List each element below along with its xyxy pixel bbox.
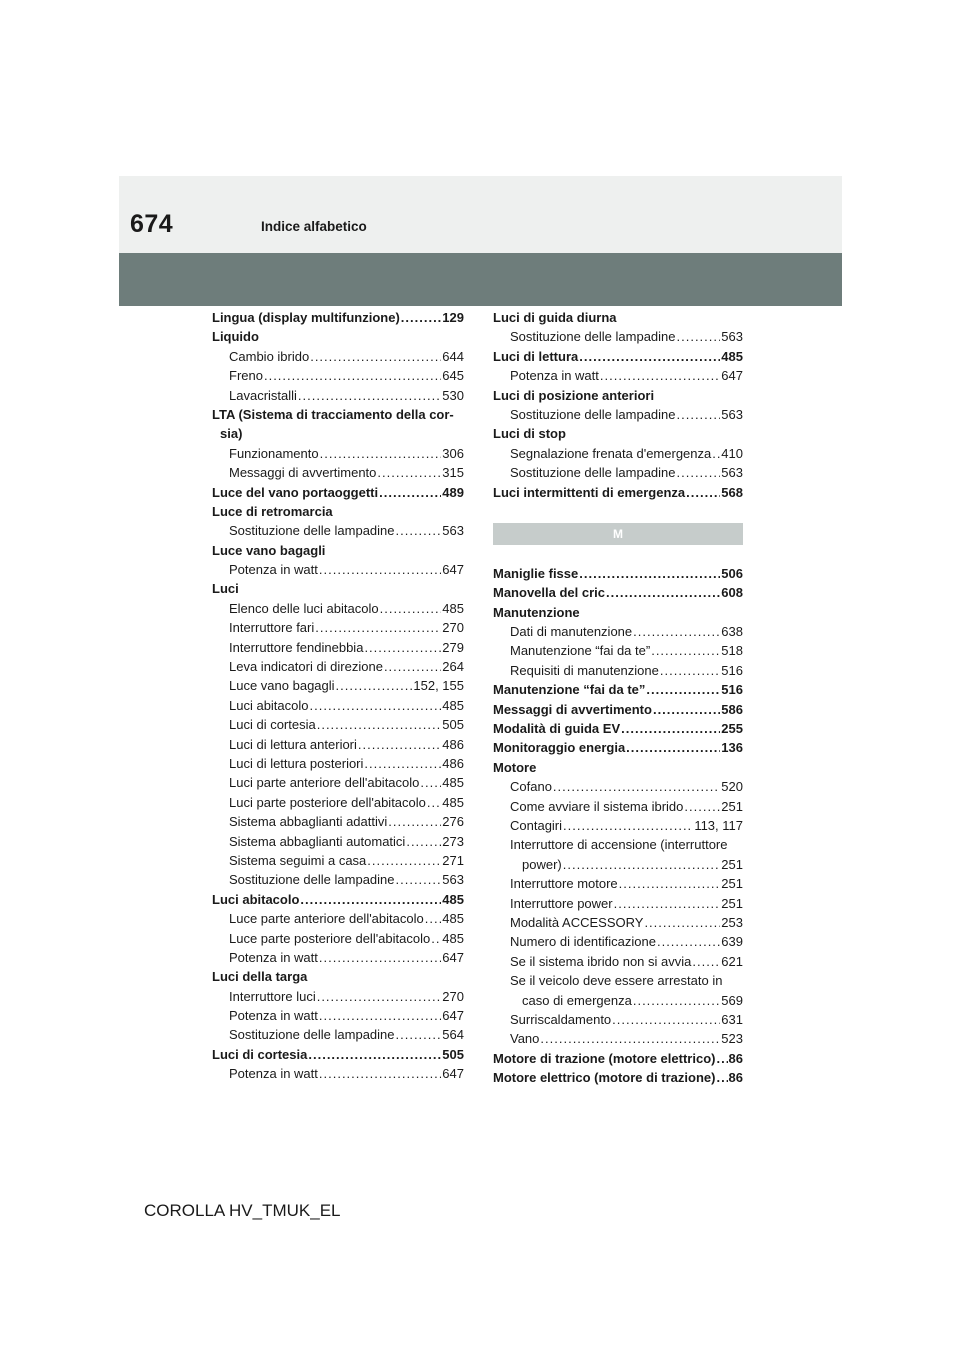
index-entry xyxy=(493,1029,743,1048)
index-entry-page: 645 xyxy=(442,368,464,384)
index-entry xyxy=(212,618,464,637)
dot-leader xyxy=(563,855,721,874)
dot-leader xyxy=(553,777,720,796)
index-entry-label: Luci di posizione anteriori xyxy=(493,387,655,403)
index-entry xyxy=(212,909,464,928)
index-entry xyxy=(212,967,464,986)
index-entry-page: 644 xyxy=(442,348,464,364)
index-entry-label: Luci di guida diurna xyxy=(493,310,617,325)
index-entry xyxy=(493,483,743,502)
index-entry xyxy=(493,719,743,738)
index-entry-page: 563 xyxy=(442,872,464,888)
index-entry-label: Leva indicatori di direzione xyxy=(229,659,383,675)
dot-leader xyxy=(319,560,441,579)
index-entry xyxy=(212,347,464,366)
index-entry-page: 113, 117 xyxy=(694,817,743,833)
index-entry-page: 516 xyxy=(721,682,743,698)
index-entry-label: power) xyxy=(522,856,562,872)
index-entry-page: 647 xyxy=(442,1008,464,1024)
index-entry xyxy=(212,754,464,773)
letter-section-m: M xyxy=(493,523,743,545)
index-entry xyxy=(212,832,464,851)
index-entry-label: Luci di stop xyxy=(493,426,566,442)
index-entry-page: 523 xyxy=(721,1031,743,1047)
index-entry-label: Luci parte anteriore dell'abitacolo xyxy=(229,775,420,791)
dot-leader xyxy=(657,932,720,951)
index-entry-page: 251 xyxy=(721,798,743,814)
index-entry-label: Requisiti di manutenzione xyxy=(510,662,659,678)
index-entry-label: Sostituzione delle lampadine xyxy=(510,329,676,345)
index-entry-label: Luce del vano portaoggetti xyxy=(212,484,379,500)
dot-leader xyxy=(540,1029,720,1048)
index-entry-label: Freno xyxy=(229,368,263,384)
index-entry xyxy=(212,386,464,405)
dot-leader xyxy=(367,851,441,870)
dot-leader xyxy=(692,952,720,971)
index-entry-page: 279 xyxy=(442,639,464,655)
index-entry-label: Luci abitacolo xyxy=(212,891,300,907)
dot-leader xyxy=(308,1045,441,1064)
index-entry-page: 136 xyxy=(721,740,743,756)
index-entry-label: Sistema seguimi a casa xyxy=(229,852,367,868)
index-entry-page: 486 xyxy=(442,736,464,752)
index-entry xyxy=(212,638,464,657)
dot-leader xyxy=(716,1049,727,1068)
index-entry xyxy=(493,463,743,482)
dot-leader xyxy=(626,738,720,757)
index-entry xyxy=(493,700,743,719)
index-entry-label: LTA (Sistema di tracciamento della cor- xyxy=(212,406,454,422)
dot-leader xyxy=(384,657,441,676)
index-column-left xyxy=(212,308,464,1084)
dot-leader xyxy=(396,521,442,540)
index-entry xyxy=(493,366,743,385)
index-entry xyxy=(493,424,743,443)
index-entry-page: 631 xyxy=(721,1011,743,1027)
index-entry-page: 568 xyxy=(721,484,743,500)
dot-leader xyxy=(716,1068,727,1087)
index-entry-page: 253 xyxy=(721,914,743,930)
index-entry xyxy=(493,874,743,893)
index-entry-label: Manutenzione xyxy=(493,604,580,620)
index-entry xyxy=(212,948,464,967)
index-entry-label: Luci di lettura posteriori xyxy=(229,755,364,771)
index-entry-label: Sostituzione delle lampadine xyxy=(229,523,395,539)
dot-leader xyxy=(379,483,441,502)
dot-leader xyxy=(579,347,720,366)
dot-leader xyxy=(298,386,441,405)
index-entry-page: 485 xyxy=(442,891,464,907)
index-entry xyxy=(212,870,464,889)
index-entry xyxy=(212,405,464,424)
index-entry xyxy=(493,564,743,583)
index-entry-label: Sostituzione delle lampadine xyxy=(229,872,395,888)
index-entry-page: 485 xyxy=(442,775,464,791)
index-entry-page: 485 xyxy=(442,794,464,810)
index-entry-page: 264 xyxy=(442,659,464,675)
index-entry-page: 489 xyxy=(442,484,464,500)
dot-leader xyxy=(677,405,721,424)
index-entry-page: 564 xyxy=(442,1027,464,1043)
index-entry-page: 485 xyxy=(442,600,464,616)
index-entry-label: Potenza in watt xyxy=(229,1008,318,1024)
dot-leader xyxy=(614,894,721,913)
index-entry-page: 647 xyxy=(721,368,743,384)
dot-leader xyxy=(310,696,442,715)
index-entry-label: Luce vano bagagli xyxy=(229,678,335,694)
index-entry xyxy=(212,773,464,792)
index-entry xyxy=(493,777,743,796)
dot-leader xyxy=(619,874,721,893)
dot-leader xyxy=(606,583,720,602)
dot-leader xyxy=(320,444,442,463)
index-entry-label: Contagiri xyxy=(510,817,563,833)
index-entry-label: Luci abitacolo xyxy=(229,697,309,713)
index-entry-label: Potenza in watt xyxy=(229,949,318,965)
dot-leader xyxy=(300,890,441,909)
index-entry-page: 255 xyxy=(721,721,743,737)
index-entry xyxy=(493,308,743,327)
index-entry xyxy=(493,327,743,346)
index-entry-page: 485 xyxy=(721,348,743,364)
index-entry-page: 486 xyxy=(442,755,464,771)
dot-leader xyxy=(401,308,442,327)
index-entry xyxy=(493,952,743,971)
index-entry-page: 518 xyxy=(721,643,743,659)
index-entry-page: 129 xyxy=(442,310,464,325)
dot-leader xyxy=(380,599,442,618)
index-entry-page: 569 xyxy=(721,992,743,1008)
index-entry-page: 485 xyxy=(442,930,464,946)
dot-leader xyxy=(420,773,441,792)
index-entry xyxy=(212,657,464,676)
index-entry-page: 520 xyxy=(721,779,743,795)
index-entry xyxy=(212,676,464,695)
index-entry xyxy=(212,1064,464,1083)
index-entry-label: Luce vano bagagli xyxy=(212,542,326,558)
index-entry-page: 315 xyxy=(442,465,464,481)
index-entry xyxy=(493,1049,743,1068)
index-entry-label: Luce di retromarcia xyxy=(212,503,333,519)
index-entry-label: caso di emergenza xyxy=(522,992,632,1008)
dot-leader xyxy=(310,347,441,366)
index-entry-label: Luci parte posteriore dell'abitacolo xyxy=(229,794,426,810)
index-entry xyxy=(212,599,464,618)
index-entry-page: 647 xyxy=(442,1066,464,1082)
dot-leader xyxy=(651,641,720,660)
index-entry-page: 621 xyxy=(721,953,743,969)
dot-leader xyxy=(425,909,442,928)
dot-leader xyxy=(431,929,441,948)
index-entry-page: 410 xyxy=(721,445,743,461)
index-entry-label: Liquido xyxy=(212,329,259,345)
index-entry xyxy=(212,327,464,346)
index-entry xyxy=(212,424,464,443)
index-entry-page: 251 xyxy=(721,895,743,911)
index-entry-label: Cambio ibrido xyxy=(229,348,310,364)
index-entry-label: Potenza in watt xyxy=(510,368,599,384)
dot-leader xyxy=(319,1064,441,1083)
index-entry xyxy=(212,1006,464,1025)
index-entry-label: Luci di lettura anteriori xyxy=(229,736,357,752)
index-entry-page: 608 xyxy=(721,585,743,601)
index-entry-label: Maniglie fisse xyxy=(493,565,579,581)
index-entry xyxy=(212,366,464,385)
index-entry-page: 270 xyxy=(442,988,464,1004)
index-entry-label: Funzionamento xyxy=(229,445,319,461)
header-dark-stripe xyxy=(119,253,842,306)
index-entry-page: 505 xyxy=(442,1046,464,1062)
index-entry xyxy=(493,971,743,990)
footer-model-code: COROLLA HV_TMUK_EL xyxy=(144,1201,341,1220)
index-entry-label: Messaggi di avvertimento xyxy=(493,701,652,717)
index-entry-page: 251 xyxy=(721,876,743,892)
index-entry-label: Motore di trazione (motore elettrico) xyxy=(493,1050,716,1066)
dot-leader xyxy=(427,793,441,812)
index-entry-page: 86 xyxy=(728,1050,743,1066)
index-entry xyxy=(493,991,743,1010)
index-entry xyxy=(493,680,743,699)
dot-leader xyxy=(388,812,441,831)
index-entry-page: 276 xyxy=(442,814,464,830)
page-number: 674 xyxy=(130,210,174,238)
index-entry xyxy=(212,929,464,948)
index-entry-label: Interruttore motore xyxy=(510,876,618,892)
index-entry-label: Manutenzione “fai da te” xyxy=(510,643,651,659)
index-entry xyxy=(212,1045,464,1064)
index-entry xyxy=(212,502,464,521)
index-entry xyxy=(493,855,743,874)
index-entry xyxy=(212,483,464,502)
index-entry-label: Luce parte anteriore dell'abitacolo xyxy=(229,911,424,927)
index-entry-page: 563 xyxy=(721,329,743,345)
index-entry xyxy=(493,622,743,641)
index-entry-label: Se il veicolo deve essere arrestato in xyxy=(510,973,723,989)
index-entry-page: 485 xyxy=(442,697,464,713)
dot-leader xyxy=(319,948,441,967)
dot-leader xyxy=(336,676,413,695)
index-entry xyxy=(493,797,743,816)
dot-leader xyxy=(364,638,441,657)
dot-leader xyxy=(317,715,442,734)
dot-leader xyxy=(358,735,441,754)
dot-leader xyxy=(315,618,441,637)
index-entry-page: 251 xyxy=(721,856,743,872)
index-entry xyxy=(212,541,464,560)
index-entry-page: 505 xyxy=(442,717,464,733)
section-title: Indice alfabetico xyxy=(261,219,367,234)
index-entry xyxy=(493,1068,743,1087)
dot-leader xyxy=(644,913,720,932)
dot-leader xyxy=(621,719,720,738)
index-entry-page: 516 xyxy=(721,662,743,678)
dot-leader xyxy=(406,832,441,851)
index-entry-label: Luci della targa xyxy=(212,969,308,985)
index-entry xyxy=(212,715,464,734)
index-entry-label: Lavacristalli xyxy=(229,387,297,403)
index-entry-label: Dati di manutenzione xyxy=(510,624,633,640)
index-entry xyxy=(493,1010,743,1029)
index-entry-page: 563 xyxy=(721,406,743,422)
index-entry-label: Modalità ACCESSORY xyxy=(510,914,644,930)
index-entry xyxy=(493,641,743,660)
index-entry-label: Elenco delle luci abitacolo xyxy=(229,600,379,616)
index-entry xyxy=(493,758,743,777)
index-entry xyxy=(212,696,464,715)
dot-leader xyxy=(677,327,721,346)
index-entry-label: Luci di cortesia xyxy=(212,1046,308,1062)
index-entry-page: 86 xyxy=(728,1070,743,1086)
index-entry xyxy=(212,579,464,598)
dot-leader xyxy=(600,366,720,385)
dot-leader xyxy=(317,987,442,1006)
index-entry-label: Luci di lettura xyxy=(493,348,579,364)
index-entry-label: Segnalazione frenata d'emergenza xyxy=(510,445,712,461)
index-entry-label: Motore xyxy=(493,759,537,775)
index-entry-label: Interruttore di accensione (interruttore xyxy=(510,837,728,853)
dot-leader xyxy=(646,680,720,699)
index-column-right xyxy=(493,308,743,1087)
index-entry-label: Manovella del cric xyxy=(493,585,605,601)
index-entry xyxy=(212,890,464,909)
index-entry xyxy=(493,386,743,405)
index-entry-page: 586 xyxy=(721,701,743,717)
dot-leader xyxy=(633,991,720,1010)
dot-leader xyxy=(660,661,720,680)
index-entry xyxy=(493,816,743,835)
index-entry xyxy=(212,735,464,754)
index-entry-page: 485 xyxy=(442,911,464,927)
dot-leader xyxy=(264,366,441,385)
index-entry-label: Surriscaldamento xyxy=(510,1011,612,1027)
dot-leader xyxy=(319,1006,441,1025)
index-entry xyxy=(493,932,743,951)
index-entry xyxy=(212,1025,464,1044)
index-entry-page: 638 xyxy=(721,624,743,640)
dot-leader xyxy=(677,463,721,482)
dot-leader xyxy=(396,1025,442,1044)
index-entry xyxy=(212,560,464,579)
index-entry-label: Monitoraggio energia xyxy=(493,740,626,756)
index-entry xyxy=(493,444,743,463)
index-entry xyxy=(212,463,464,482)
dot-leader xyxy=(684,797,720,816)
index-entry xyxy=(212,812,464,831)
index-entry xyxy=(493,603,743,622)
index-entry-page: 647 xyxy=(442,949,464,965)
dot-leader xyxy=(396,870,442,889)
index-entry-page: 270 xyxy=(442,620,464,636)
dot-leader xyxy=(686,483,720,502)
index-entry xyxy=(212,793,464,812)
index-entry-label: Interruttore fari xyxy=(229,620,315,636)
dot-leader xyxy=(633,622,720,641)
index-entry-label: Potenza in watt xyxy=(229,1066,318,1082)
index-entry-page: 563 xyxy=(442,523,464,539)
index-entry xyxy=(212,521,464,540)
index-entry-page: 647 xyxy=(442,562,464,578)
index-entry-label: Manutenzione “fai da te” xyxy=(493,682,646,698)
index-entry-label: Modalità di guida EV xyxy=(493,721,621,737)
index-entry-label: Sostituzione delle lampadine xyxy=(229,1027,395,1043)
index-entry-page: 273 xyxy=(442,833,464,849)
index-entry-page: 563 xyxy=(721,465,743,481)
index-entry-page: 271 xyxy=(442,852,464,868)
index-entry-label: sia) xyxy=(220,426,243,442)
index-entry xyxy=(212,851,464,870)
index-entry-label: Luce parte posteriore dell'abitacolo xyxy=(229,930,431,946)
index-entry-page: 152, 155 xyxy=(413,678,464,694)
index-entry xyxy=(493,661,743,680)
index-entry-label: Sistema abbaglianti adattivi xyxy=(229,814,388,830)
index-entry-label: Interruttore power xyxy=(510,895,613,911)
index-entry-label: Luci intermittenti di emergenza xyxy=(493,484,686,500)
index-entries-l xyxy=(493,308,743,502)
index-entry-label: Potenza in watt xyxy=(229,562,318,578)
index-entry-label: Luci xyxy=(212,581,239,597)
dot-leader xyxy=(364,754,441,773)
index-entry-label: Luci di cortesia xyxy=(229,717,316,733)
dot-leader xyxy=(563,816,693,835)
index-entry-label: Motore elettrico (motore di trazione) xyxy=(493,1070,716,1086)
index-entry xyxy=(493,835,743,854)
index-entry-label: Messaggi di avvertimento xyxy=(229,465,377,481)
dot-leader xyxy=(579,564,720,583)
index-entry-page: 530 xyxy=(442,387,464,403)
index-entry-label: Interruttore fendinebbia xyxy=(229,639,364,655)
dot-leader xyxy=(653,700,720,719)
dot-leader xyxy=(712,444,720,463)
index-entry xyxy=(493,583,743,602)
index-entry-label: Come avviare il sistema ibrido xyxy=(510,798,684,814)
index-entry-label: Cofano xyxy=(510,779,552,795)
index-entry-label: Sistema abbaglianti automatici xyxy=(229,833,406,849)
index-entry-page: 639 xyxy=(721,934,743,950)
index-entry-label: Vano xyxy=(510,1031,540,1047)
index-entry xyxy=(493,913,743,932)
index-entry xyxy=(493,894,743,913)
index-entry-label: Lingua (display multifunzione) xyxy=(212,310,400,325)
index-entry xyxy=(493,347,743,366)
index-entry-label: Sostituzione delle lampadine xyxy=(510,465,676,481)
index-entries-m xyxy=(493,564,743,1088)
index-entry xyxy=(493,405,743,424)
dot-leader xyxy=(612,1010,720,1029)
index-entry xyxy=(212,444,464,463)
index-entry-label: Sostituzione delle lampadine xyxy=(510,406,676,422)
index-entry xyxy=(212,987,464,1006)
index-entry-page: 306 xyxy=(442,445,464,461)
index-entry-label: Numero di identificazione xyxy=(510,934,656,950)
index-entry-label: Se il sistema ibrido non si avvia xyxy=(510,953,692,969)
index-entry-page: 506 xyxy=(721,565,743,581)
dot-leader xyxy=(377,463,441,482)
index-entry xyxy=(493,738,743,757)
index-entry xyxy=(212,308,464,327)
index-entry-label: Interruttore luci xyxy=(229,988,316,1004)
